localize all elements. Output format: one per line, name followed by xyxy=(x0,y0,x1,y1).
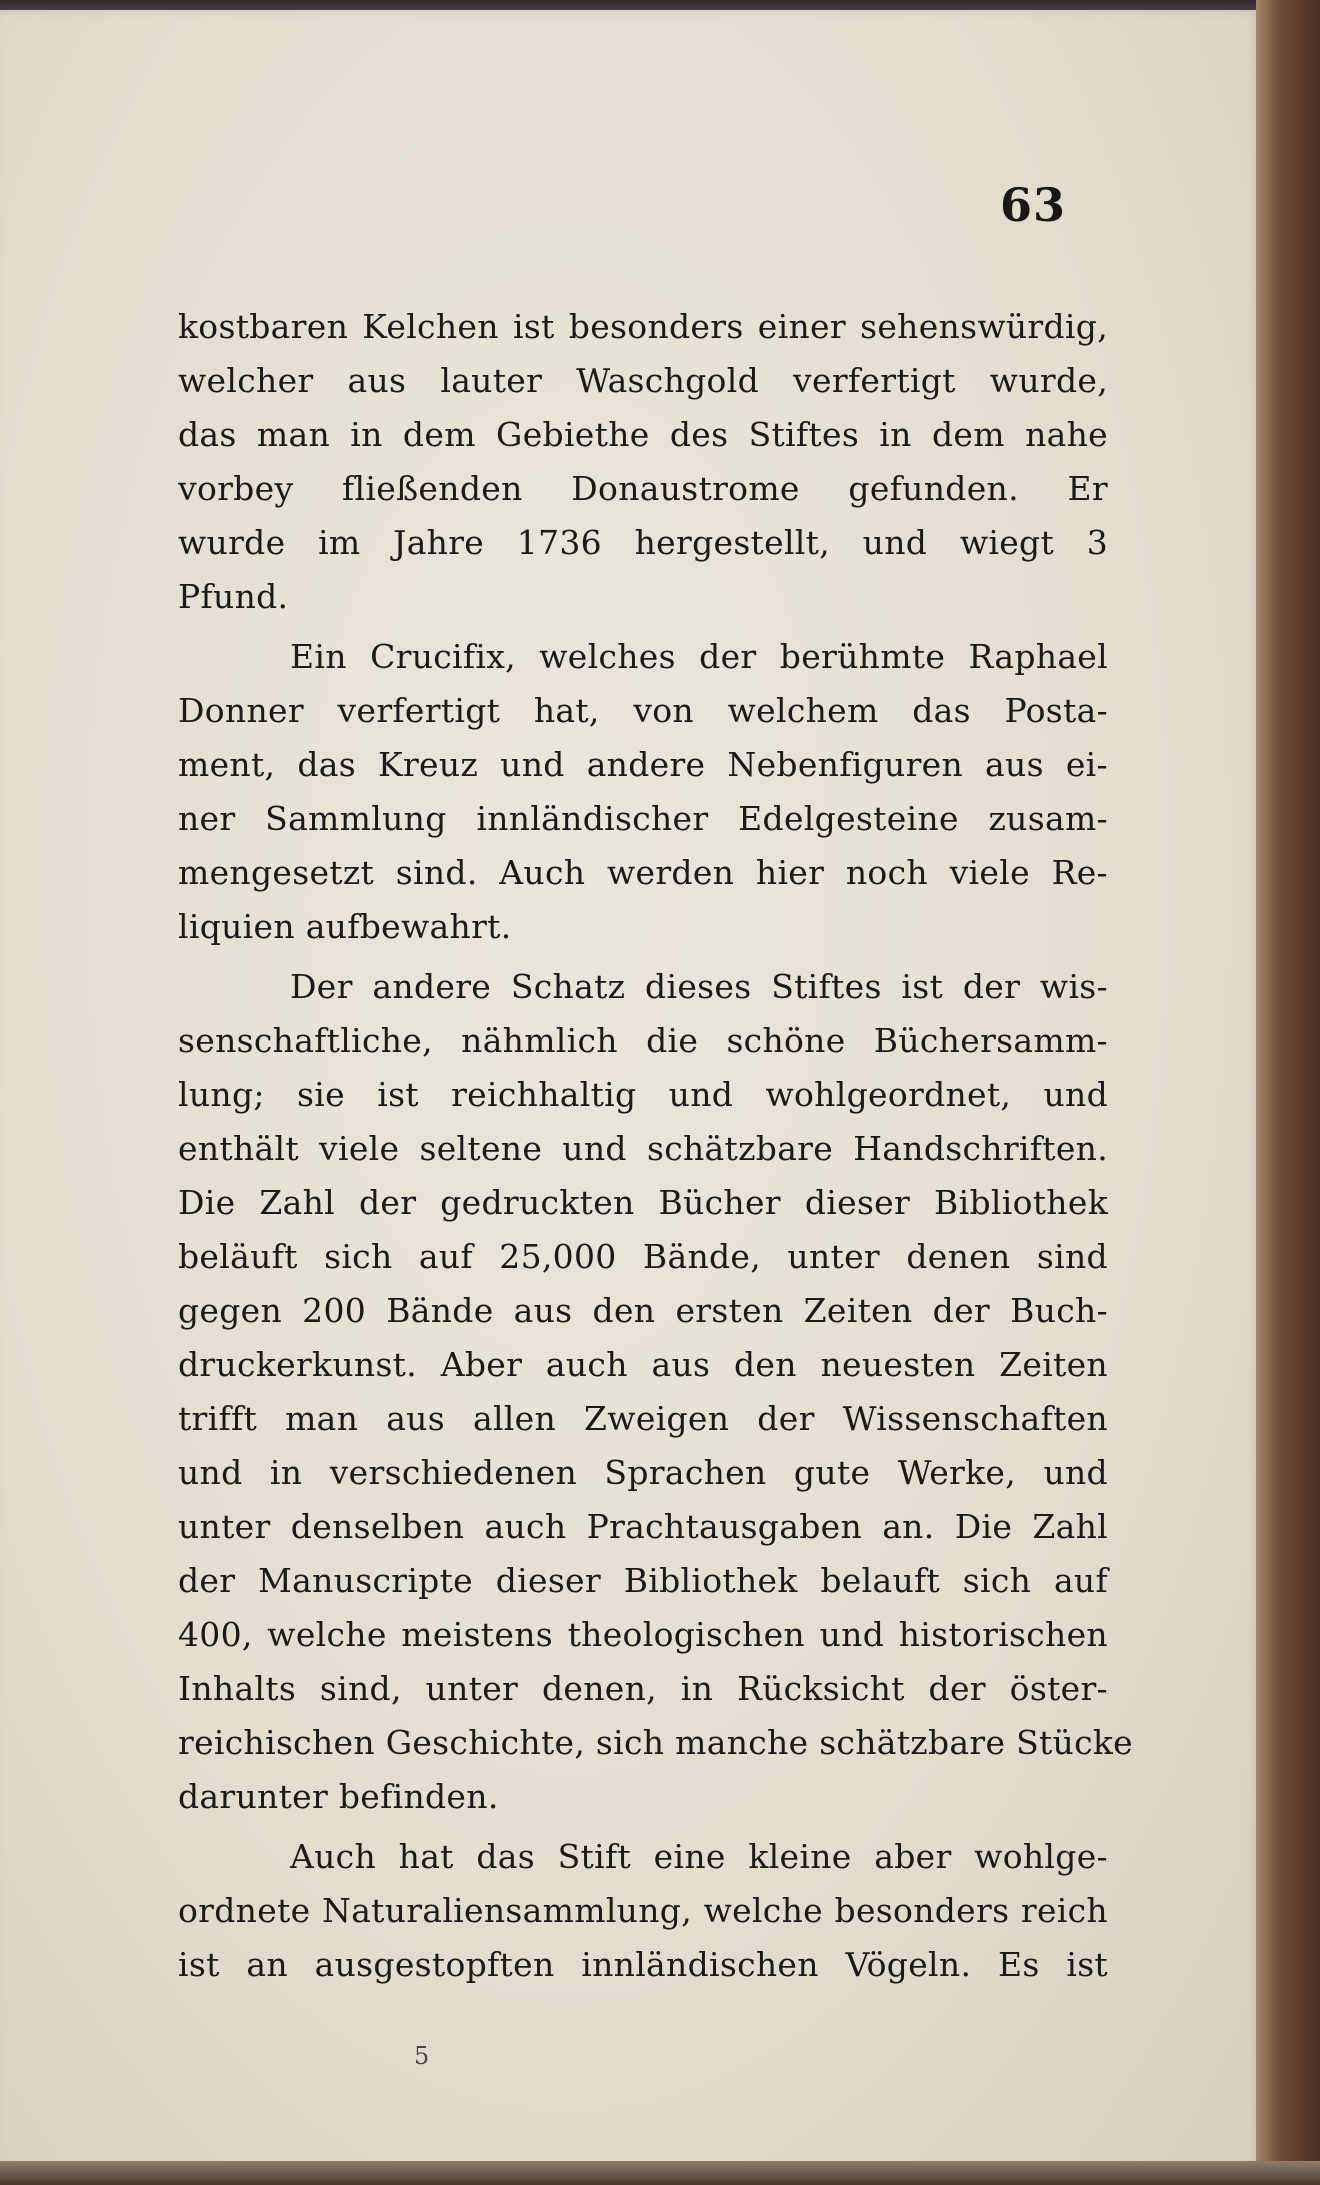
page-number: 63 xyxy=(1000,178,1067,232)
text-line: ment, das Kreuz und andere Nebenfiguren aus ei- xyxy=(178,745,1108,784)
text-line: vorbey fließenden Donaustrome gefunden. Er xyxy=(178,469,1108,508)
text-line: liquien aufbewahrt. xyxy=(178,907,512,946)
body-text xyxy=(178,300,1134,1992)
text-line: lung; sie ist reichhaltig und wohlgeordnet, und xyxy=(178,1075,1108,1114)
text-line: und in verschiedenen Sprachen gute Werke, und xyxy=(178,1453,1108,1492)
text-line: Der andere Schatz dieses Stiftes ist der wis- xyxy=(290,967,1108,1006)
text-line: Pfund. xyxy=(178,577,289,616)
text-line: Donner verfertigt hat, von welchem das Posta- xyxy=(178,691,1108,730)
text-line: Inhalts sind, unter denen, in Rücksicht der öster- xyxy=(178,1669,1108,1708)
text-line: unter denselben auch Prachtausgaben an. Die Zahl xyxy=(178,1507,1108,1546)
signature-mark: 5 xyxy=(414,2042,430,2070)
book-edge-bottom xyxy=(0,2161,1320,2185)
text-line: 400, welche meistens theologischen und historischen xyxy=(178,1615,1108,1654)
text-line: ner Sammlung innländischer Edelgesteine zusam- xyxy=(178,799,1108,838)
text-line: beläuft sich auf 25,000 Bände, unter denen sind xyxy=(178,1237,1108,1276)
text-line: mengesetzt sind. Auch werden hier noch viele Re- xyxy=(178,853,1108,892)
text-line: darunter befinden. xyxy=(178,1777,499,1816)
text-line: ordnete Naturaliensammlung, welche besonders reich xyxy=(178,1891,1108,1930)
text-line: gegen 200 Bände aus den ersten Zeiten der Buch- xyxy=(178,1291,1108,1330)
text-line: Ein Crucifix, welches der berühmte Raphael xyxy=(290,637,1108,676)
book-edge-right xyxy=(1256,0,1320,2185)
text-line: das man in dem Gebiethe des Stiftes in dem nahe xyxy=(178,415,1108,454)
text-line: trifft man aus allen Zweigen der Wissenschaften xyxy=(178,1399,1108,1438)
text-line: wurde im Jahre 1736 hergestellt, und wiegt 3 xyxy=(178,523,1108,562)
text-line: welcher aus lauter Waschgold verfertigt wurde, xyxy=(178,361,1108,400)
book-page xyxy=(0,10,1262,2170)
text-line: enthält viele seltene und schätzbare Handschriften. xyxy=(178,1129,1108,1168)
text-line: der Manuscripte dieser Bibliothek belauft sich auf xyxy=(178,1561,1108,1600)
text-line: Die Zahl der gedruckten Bücher dieser Bibliothek xyxy=(178,1183,1108,1222)
paragraph-3 xyxy=(178,960,1134,1824)
paragraph-2 xyxy=(178,630,1108,954)
paragraph-4 xyxy=(178,1830,1108,1992)
text-line: ist an ausgestopften innländischen Vögeln. Es ist xyxy=(178,1945,1108,1984)
text-line: druckerkunst. Aber auch aus den neuesten Zeiten xyxy=(178,1345,1108,1384)
text-line: kostbaren Kelchen ist besonders einer sehenswürdig, xyxy=(178,307,1108,346)
text-line: Auch hat das Stift eine kleine aber wohlge- xyxy=(290,1837,1108,1876)
paragraph-1 xyxy=(178,300,1108,624)
text-line: senschaftliche, nähmlich die schöne Büchersamm- xyxy=(178,1021,1108,1060)
text-line: reichischen Geschichte, sich manche schätzbare Stücke xyxy=(178,1723,1134,1762)
